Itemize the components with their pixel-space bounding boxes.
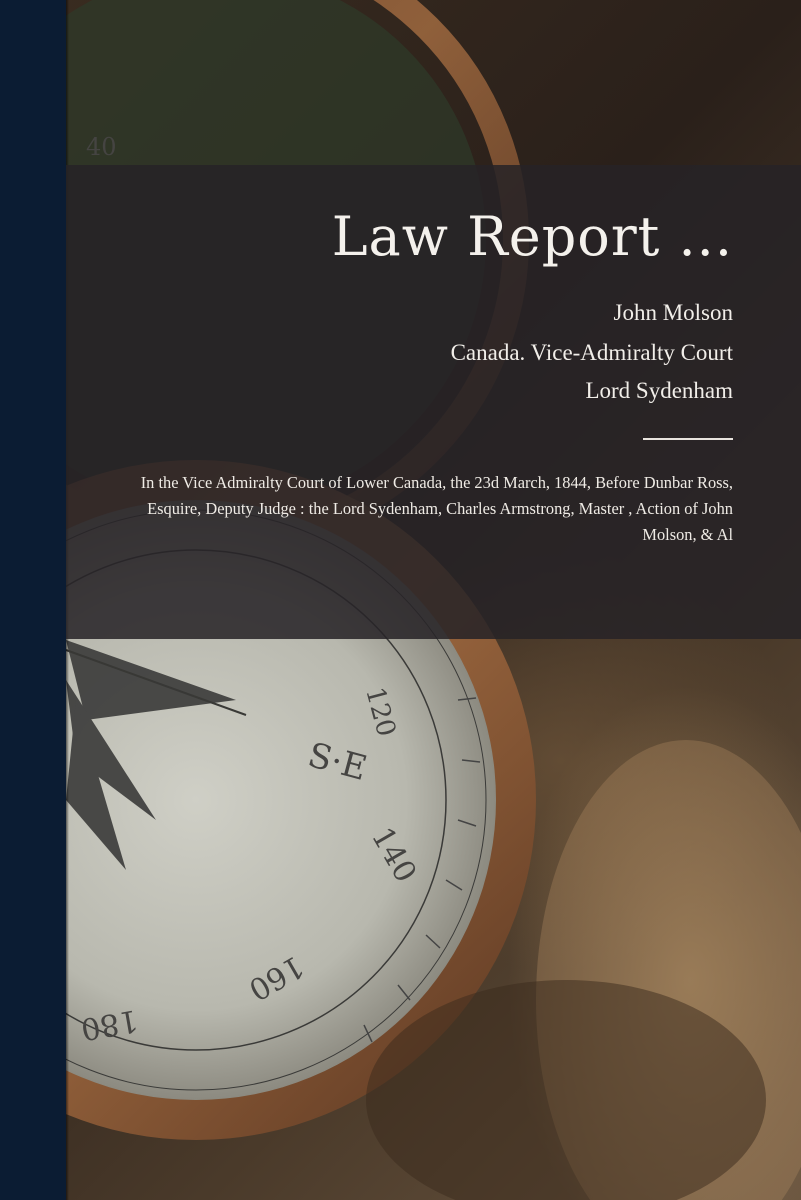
book-title: Law Report ... [331,205,733,268]
compass-label-160: 160 [242,948,310,1008]
compass-label-se: S·E [303,735,371,789]
compass-label-180: 180 [78,1002,141,1047]
book-subtitle: In the Vice Admiralty Court of Lower Canada, the 23d March, 1844, Before Dunbar Ross, Esquire, Deputy Judge : the Lord Sydenham, Charles Armstrong, Master , Action of John Molson, & Al [140,473,733,544]
compass-label-140: 140 [364,821,424,889]
author-3: Lord Sydenham [585,378,733,403]
book-spine [0,0,66,1200]
author-1: John Molson [613,300,733,325]
author-2: Canada. Vice-Admiralty Court [450,340,733,365]
compass-label-120: 120 [359,684,402,740]
title-divider [643,438,733,440]
compass-label-40: 40 [86,133,117,161]
